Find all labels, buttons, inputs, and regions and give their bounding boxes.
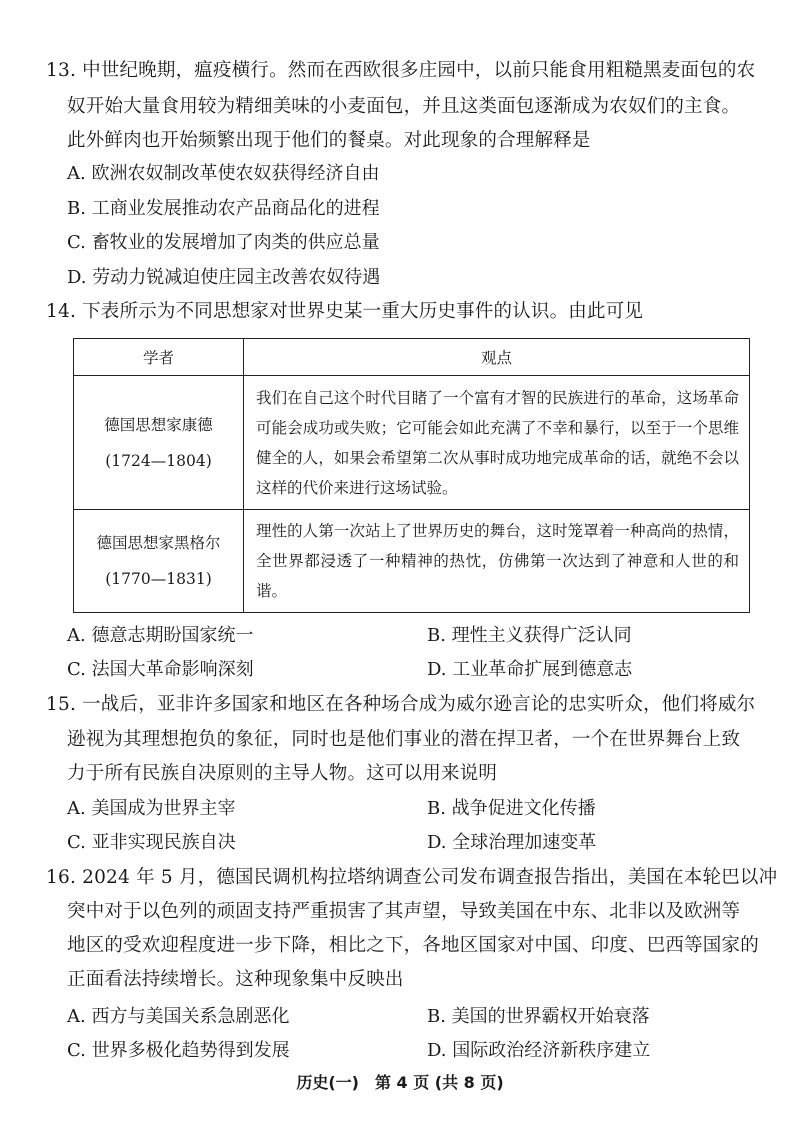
table-header-row [74, 339, 750, 376]
q15-option-a: A. 美国成为世界主宰 [67, 798, 236, 819]
q16-option-d: D. 国际政治经济新秩序建立 [427, 1040, 651, 1061]
scholar-name: 德国思想家康德 [104, 415, 213, 434]
q14-table [73, 338, 750, 613]
q16-stem-line-1: 16. 2024 年 5 月，德国民调机构拉塔纳调查公司发布调查报告指出，美国在本轮巴以冲 [46, 867, 778, 888]
q15-option-c: C. 亚非实现民族自决 [67, 832, 236, 853]
q15-stem-line-2: 逊视为其理想抱负的象征，同时也是他们事业的潜在捍卫者，一个在世界舞台上致 [67, 729, 741, 750]
scholar-years: (1724—1804) [105, 451, 212, 470]
q15-option-b: B. 战争促进文化传播 [427, 798, 596, 819]
q13-stem-line-1: 13. 中世纪晚期，瘟疫横行。然而在西欧很多庄园中，以前只能食用粗糙黑麦面包的农 [46, 60, 756, 81]
q16-stem-line-3: 地区的受欢迎程度进一步下降，相比之下，各地区国家对中国、印度、巴西等国家的 [67, 935, 759, 956]
q15-stem-line-3: 力于所有民族自决原则的主导人物。这可以用来说明 [67, 763, 498, 784]
scholar-years: (1770—1831) [105, 570, 212, 588]
q15-stem-line-1: 15. 一战后，亚非许多国家和地区在各种场合成为威尔逊言论的忠实听众，他们将威尔 [46, 694, 756, 715]
table-row [74, 376, 750, 510]
q13-option-d: D. 劳动力锐减迫使庄园主改善农奴待遇 [67, 267, 381, 288]
table-row [74, 510, 750, 613]
q14-stem: 14. 下表所示为不同思想家对世界史某一重大历史事件的认识。由此可见 [46, 301, 644, 322]
scholar-cell [74, 510, 244, 613]
table-header-scholar: 学者 [74, 339, 244, 376]
q16-option-b: B. 美国的世界霸权开始衰落 [427, 1006, 650, 1027]
view-cell: 我们在自己这个时代目睹了一个富有才智的民族进行的革命，这场革命可能会成功或失败；它可能会如此充满了不幸和暴行，以至于一个思维健全的人，如果会希望第二次从事时成功地完成革命的话，就绝不会以这样的代价来进行这场试验。 [244, 376, 750, 510]
q13-stem-line-2: 奴开始大量食用较为精细美味的小麦面包，并且这类面包逐渐成为农奴们的主食。 [67, 96, 741, 117]
q14-option-b: B. 理性主义获得广泛认同 [427, 625, 632, 646]
q13-option-b: B. 工商业发展推动农产品商品化的进程 [67, 198, 380, 219]
q14-option-d: D. 工业革命扩展到德意志 [427, 659, 633, 680]
scholar-name: 德国思想家黑格尔 [96, 534, 221, 552]
q14-option-c: C. 法国大革命影响深刻 [67, 659, 254, 680]
q16-option-a: A. 西方与美国关系急剧恶化 [67, 1006, 290, 1027]
q13-stem-line-3: 此外鲜肉也开始频繁出现于他们的餐桌。对此现象的合理解释是 [67, 130, 591, 151]
q13-option-a: A. 欧洲农奴制改革使农奴获得经济自由 [67, 163, 380, 184]
q16-stem-line-2: 突中对于以色列的顽固支持严重损害了其声望，导致美国在中东、北非以及欧洲等 [67, 901, 741, 922]
scholar-cell [74, 376, 244, 510]
q16-option-c: C. 世界多极化趋势得到发展 [67, 1040, 290, 1061]
q16-stem-line-4: 正面看法持续增长。这种现象集中反映出 [67, 969, 404, 990]
q15-option-d: D. 全球治理加速变革 [427, 832, 597, 853]
table-header-view: 观点 [244, 339, 750, 376]
view-cell: 理性的人第一次站上了世界历史的舞台，这时笼罩着一种高尚的热情，全世界都浸透了一种精神的热忱，仿佛第一次达到了神意和人世的和谐。 [244, 510, 750, 613]
page-footer: 历史(一) 第 4 页 (共 8 页) [296, 1073, 504, 1092]
q14-option-a: A. 德意志期盼国家统一 [67, 625, 254, 646]
q13-option-c: C. 畜牧业的发展增加了肉类的供应总量 [67, 232, 380, 253]
